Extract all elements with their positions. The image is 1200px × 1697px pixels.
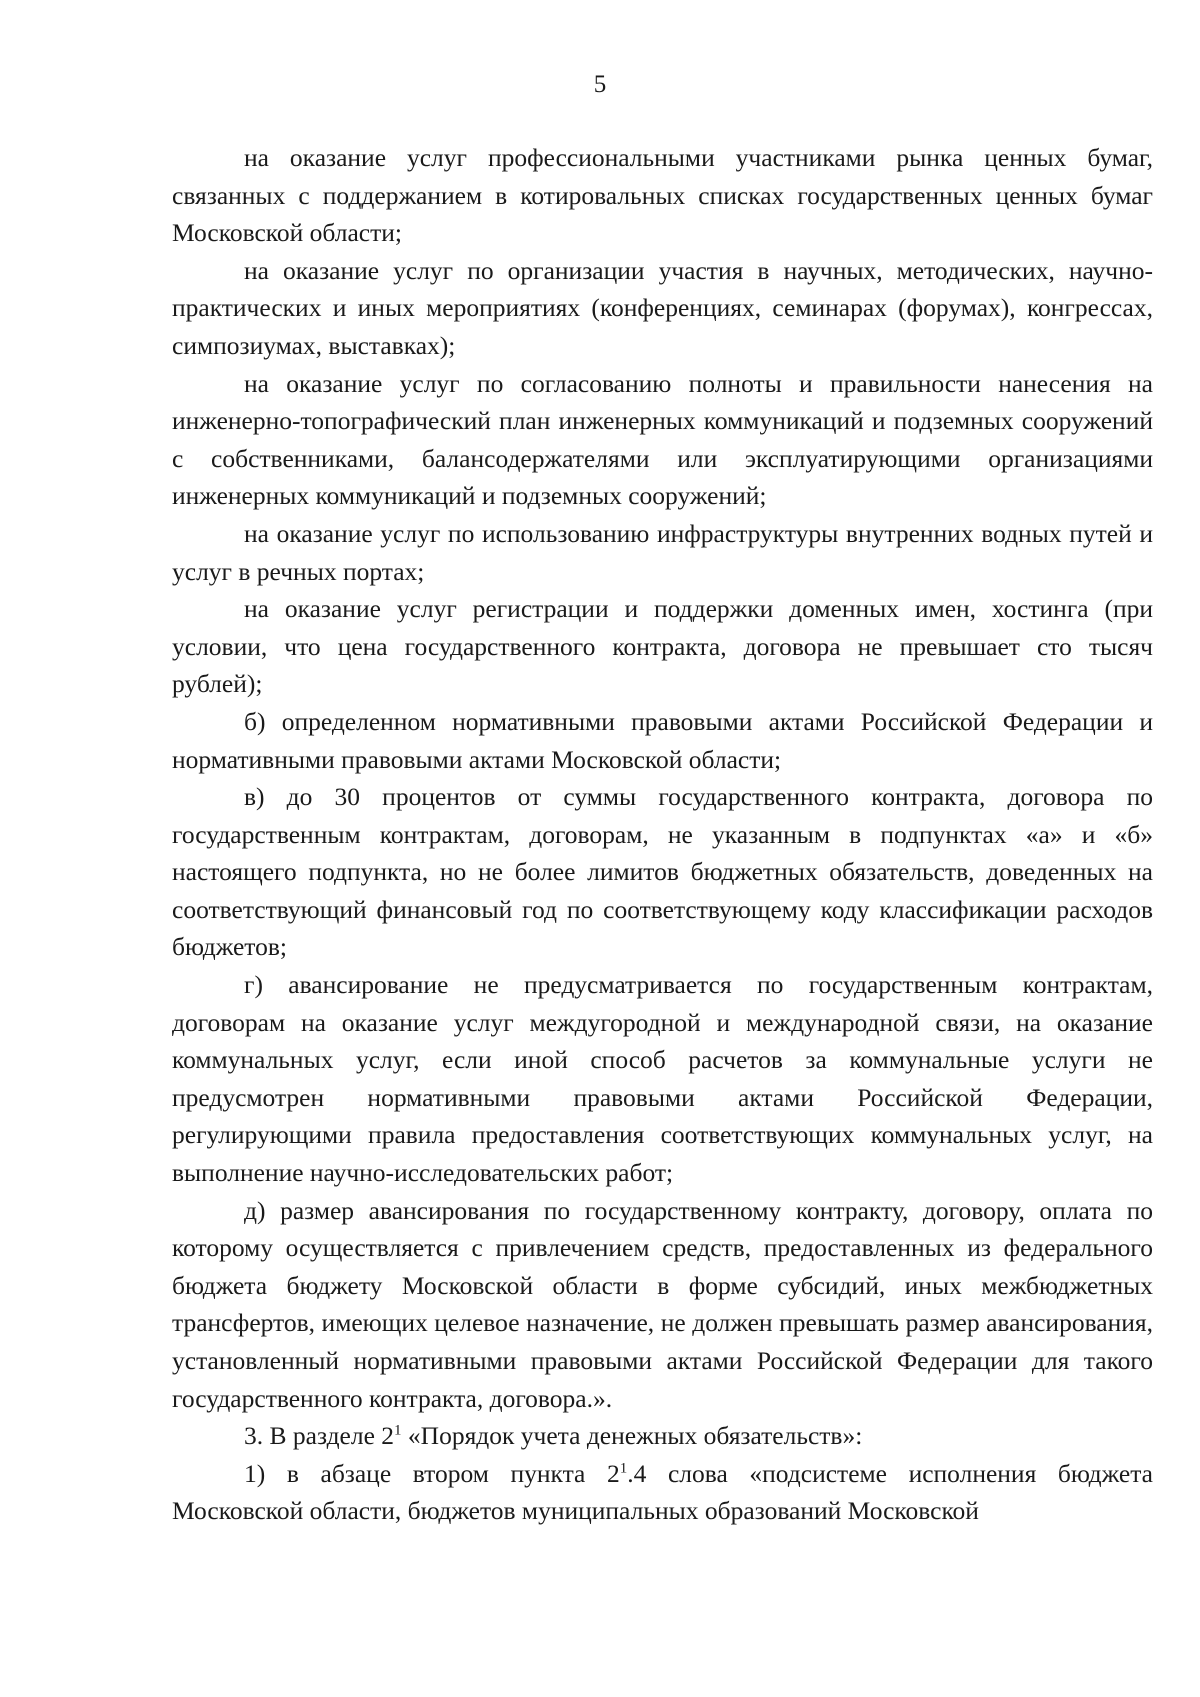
item-superscript: 1 xyxy=(619,1460,628,1477)
paragraph-waterways: на оказание услуг по использованию инфраструктуры внутренних водных путей и услуг в речных портах; xyxy=(172,518,1153,586)
section-text-before: 3. В разделе 2 xyxy=(244,1421,395,1451)
paragraph-engineering-plan: на оказание услуг по согласованию полноты и правильности нанесения на инженерно-топографический план инженерных коммуникаций и подземных сооружений с собственниками, балансодержателями или эксплуатирующими организациями инженерных коммуникаций и подземных сооружений; xyxy=(172,368,1153,511)
paragraph-scientific-events: на оказание услуг по организации участия в научных, методических, научно-практических и иных мероприятиях (конференциях, семинарах (форумах), конгрессах, симпозиумах, выставках); xyxy=(172,255,1153,360)
section-superscript: 1 xyxy=(394,1422,402,1439)
paragraph-section-3 xyxy=(172,1417,1153,1455)
document-body xyxy=(172,139,1153,1530)
page-number: 5 xyxy=(593,71,607,98)
item-text-before: 1) в абзаце втором пункта 2 xyxy=(244,1458,620,1488)
paragraph-subitem-g: г) авансирование не предусматривается по государственным контрактам, договорам на оказание услуг междугородной и международной связи, на оказание коммунальных услуг, если иной способ расчетов за коммунальные услуги не предусмотрен нормативными правовыми актами Российской Федерации, регулирующими правила предоставления соответствующих коммунальных услуг, на выполнение научно-исследовательских работ; xyxy=(172,970,1153,1188)
paragraph-securities-services: на оказание услуг профессиональными участниками рынка ценных бумаг, связанных с поддержанием в котировальных списках государственных ценных бумаг Московской области; xyxy=(172,143,1153,248)
paragraph-item-1 xyxy=(172,1455,1153,1530)
item-text-after: .4 слова «подсистеме исполнения бюджета Московской области, бюджетов муниципальных образований Московской xyxy=(172,1458,1153,1526)
paragraph-subitem-v: в) до 30 процентов от суммы государственного контракта, договора по государственным контрактам, договорам, не указанным в подпунктах «а» и «б» настоящего подпункта, но не более лимитов бюджетных обязательств, доведенных на соответствующий финансовый год по соответствующему коду классификации расходов бюджетов; xyxy=(172,782,1153,962)
section-text-after: «Порядок учета денежных обязательств»: xyxy=(401,1421,863,1451)
paragraph-subitem-b: б) определенном нормативными правовыми актами Российской Федерации и нормативными правовыми актами Московской области; xyxy=(172,706,1153,774)
paragraph-domain-hosting: на оказание услуг регистрации и поддержки доменных имен, хостинга (при условии, что цена государственного контракта, договора не превышает сто тысяч рублей); xyxy=(172,594,1153,699)
paragraph-subitem-d: д) размер авансирования по государственному контракту, договору, оплата по которому осуществляется с привлечением средств, предоставленных из федерального бюджета бюджету Московской области в форме субсидий, иных межбюджетных трансфертов, имеющих целевое назначение, не должен превышать размер авансирования, установленный нормативными правовыми актами Российской Федерации для такого государственного контракта, договора.». xyxy=(172,1195,1153,1413)
